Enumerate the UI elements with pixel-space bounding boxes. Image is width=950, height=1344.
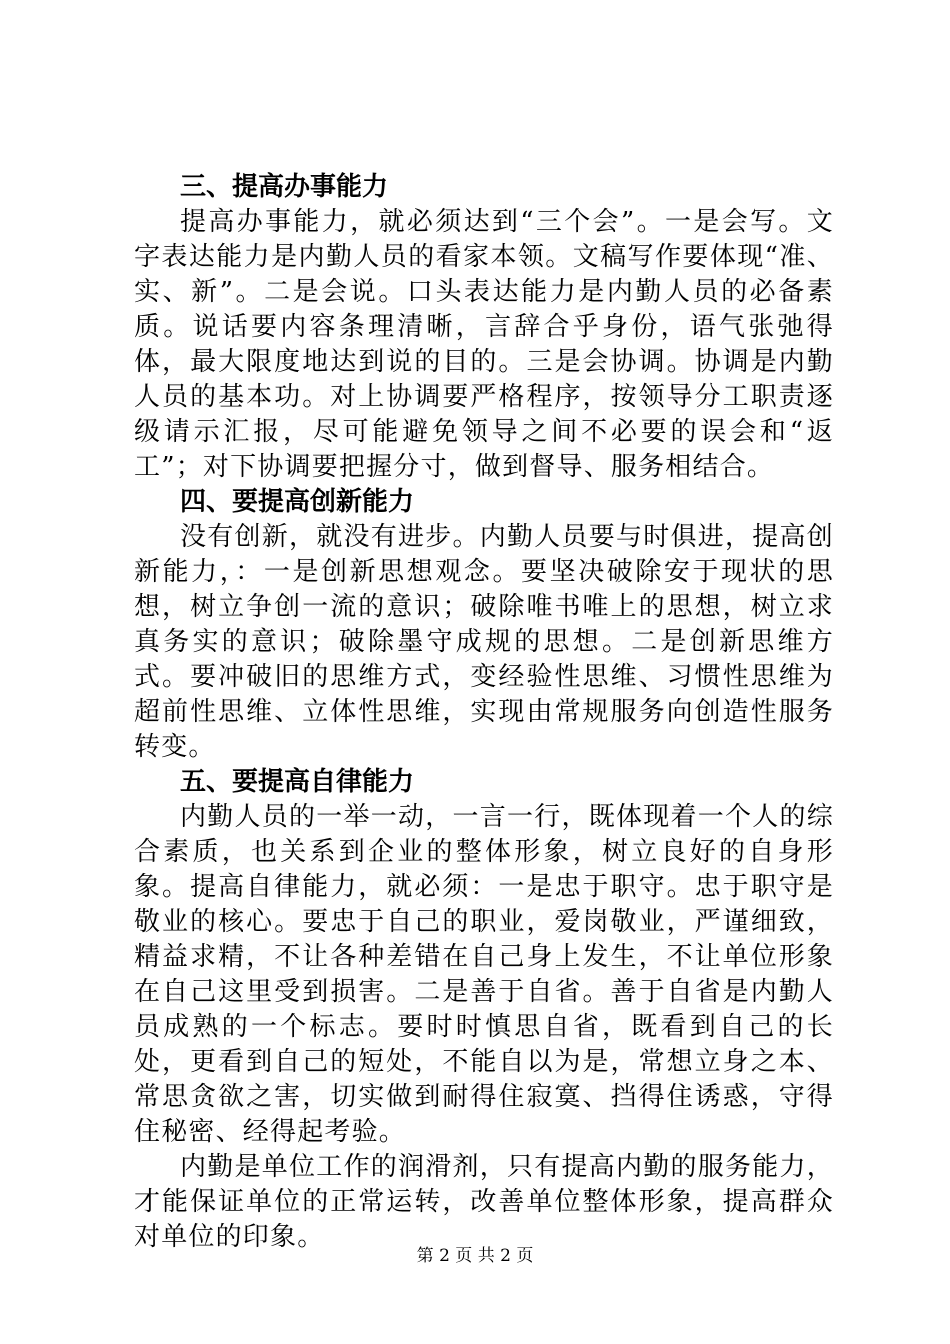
paragraph: 内勤人员的一举一动，一言一行，既体现着一个人的综合素质，也关系到企业的整体形象，树立良好的自身形象。提高自律能力，就必须：一是忠于职守。忠于职守是敬业的核心。要忠于自己的职业，爱岗敬业，严谨细致，精益求精，不让各种差错在自己身上发生，不让单位形象在自己这里受到损害。二是善于自省。善于自省是内勤人员成熟的一个标志。要时时慎思自省，既看到自己的长处，更看到自己的短处，不能自以为是，常想立身之本、常思贪欲之害，切实做到耐得住寂寞、挡得住诱惑，守得住秘密、经得起考验。	[134, 802, 834, 1147]
paragraph: 内勤是单位工作的润滑剂，只有提高内勤的服务能力，才能保证单位的正常运转，改善单位整体形象，提高群众对单位的印象。	[134, 1152, 834, 1252]
paragraph: 没有创新，就没有进步。内勤人员要与时俱进，提高创新能力，：一是创新思想观念。要坚决破除安于现状的思想，树立争创一流的意识；破除唯书唯上的思想，树立求真务实的意识；破除墨守成规的思想。二是创新思维方式。要冲破旧的思维方式，变经验性思维、习惯性思维为超前性思维、立体性思维，实现由常规服务向创造性服务转变。	[134, 522, 834, 762]
document-body	[134, 170, 834, 1255]
section-heading: 五、要提高自律能力	[180, 767, 415, 797]
paragraph: 提高办事能力，就必须达到“三个会”。一是会写。文字表达能力是内勤人员的看家本领。文稿写作要体现“准、实、新”。二是会说。口头表达能力是内勤人员的必备素质。说话要内容条理清晰，言辞合乎身份，语气张弛得体，最大限度地达到说的目的。三是会协调。协调是内勤人员的基本功。对上协调要严格程序，按领导分工职责逐级请示汇报，尽可能避免领导之间不必要的误会和“返工”；对下协调要把握分寸，做到督导、服务相结合。	[134, 207, 834, 482]
section-heading: 四、要提高创新能力	[180, 487, 415, 517]
page-number-footer: 第 2 页 共 2 页	[416, 1246, 534, 1266]
section-self-discipline-ability	[134, 765, 834, 1255]
section-innovation-ability	[134, 485, 834, 765]
section-office-ability	[134, 170, 834, 485]
section-heading: 三、提高办事能力	[180, 172, 389, 202]
